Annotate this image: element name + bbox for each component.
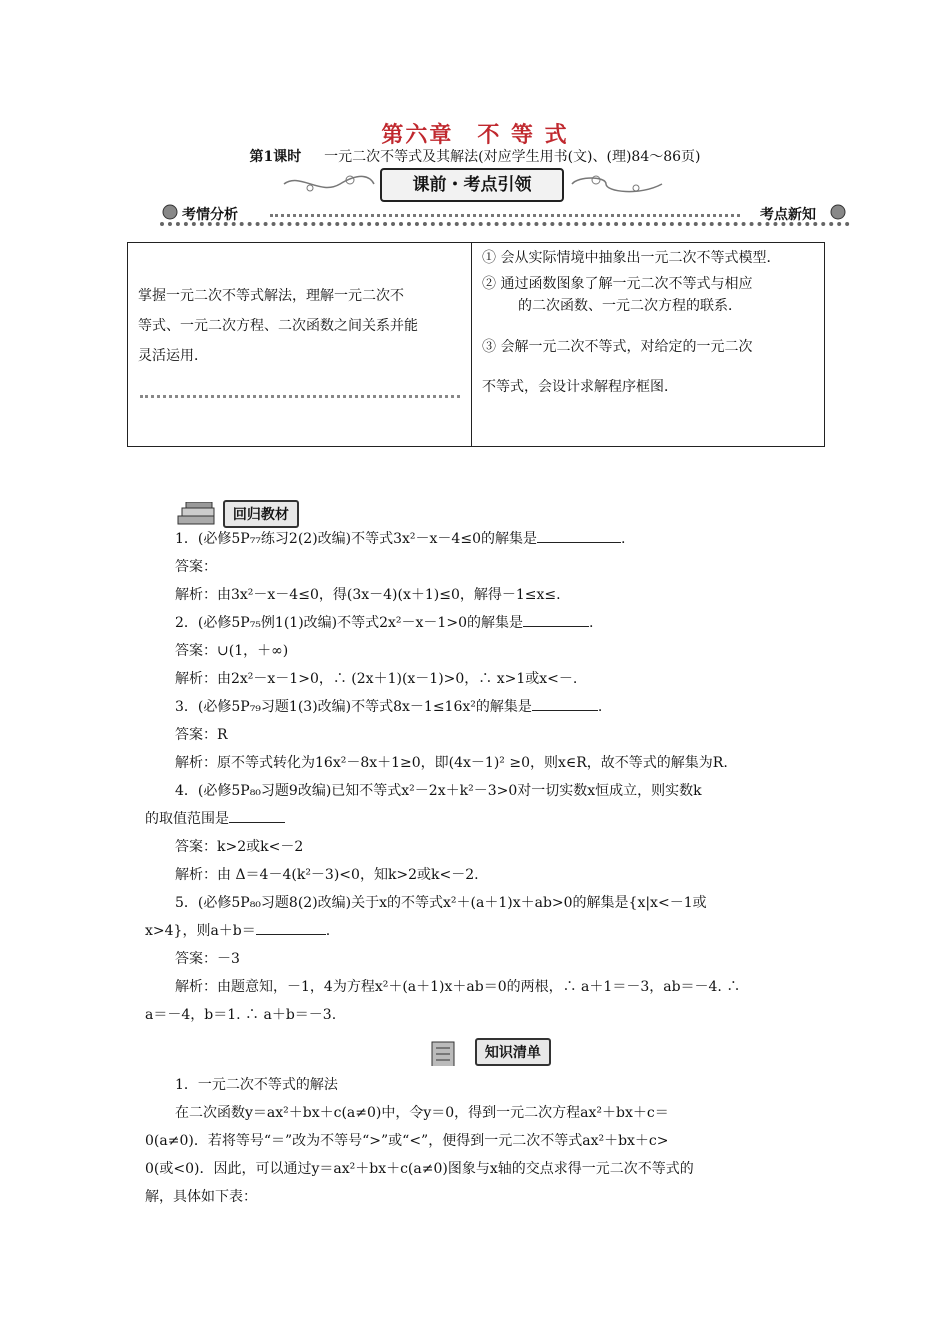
new-knowledge-cell	[482, 247, 818, 411]
answer-blank	[229, 808, 285, 823]
knowledge-paragraph: 在二次函数y＝ax²＋bx＋c(a≠0)中，令y＝0，得到一元二次方程ax²＋bx＋c＝	[175, 1105, 669, 1121]
analysis-cell	[138, 281, 464, 371]
solution-1: 解析：由3x²－x－4≤0，得(3x－4)(x＋1)≤0，解得－1≤x≤.	[175, 587, 561, 603]
table-divider	[471, 243, 472, 446]
question-5-cont: x>4}，则a＋b＝ .	[145, 920, 330, 940]
flourish-right-icon	[570, 170, 666, 198]
banner-title: 课前・考点引领	[380, 168, 564, 202]
question-1: 1．(必修5P₇₇练习2(2)改编)不等式3x²－x－4≤0的解集是 .	[175, 528, 625, 548]
notebook-icon	[428, 1040, 470, 1066]
answer-blank	[537, 528, 621, 543]
chapter-title: 第六章 不 等 式	[381, 123, 569, 148]
solution-5-cont: a＝－4，b＝1. ∴ a＋b＝－3.	[145, 1007, 337, 1023]
answer-4: 答案：k>2或k<－2	[175, 839, 304, 855]
question-5: 5．(必修5P₈₀习题8(2)改编)关于x的不等式x²＋(a＋1)x＋ab>0的解集是{x|x<－1或	[175, 895, 707, 911]
dotted-divider	[140, 395, 460, 398]
answer-5: 答案：－3	[175, 951, 240, 967]
section-review-header	[176, 500, 299, 528]
lesson-title	[0, 146, 950, 166]
tag-new-knowledge: 考点新知	[760, 207, 816, 223]
answer-3: 答案：R	[175, 727, 228, 743]
objective-item: ① 会从实际情境中抽象出一元二次不等式模型．	[482, 250, 781, 266]
solution-4: 解析：由 Δ＝4－4(k²－3)<0，知k>2或k<－2.	[175, 867, 479, 883]
analysis-line: 掌握一元二次不等式解法，理解一元二次不	[138, 288, 404, 304]
exercise-list	[145, 528, 810, 1028]
question-2: 2．(必修5P₇₅例1(1)改编)不等式2x²－x－1>0的解集是 .	[175, 612, 593, 632]
answer-2: 答案：∪(1，＋∞)	[175, 643, 289, 659]
section-knowledge-header	[428, 1038, 551, 1066]
tag-analysis: 考情分析	[182, 207, 238, 223]
books-icon	[176, 502, 218, 528]
knowledge-paragraph: 解，具体如下表：	[145, 1189, 257, 1205]
star-divider	[160, 222, 850, 236]
objectives-table	[127, 242, 825, 447]
answer-blank	[532, 696, 598, 711]
objective-item: ② 通过函数图象了解一元二次不等式与相应 的二次函数、一元二次方程的联系．	[482, 276, 753, 314]
bullet-left-icon	[162, 204, 178, 220]
question-4: 4．(必修5P₈₀习题9改编)已知不等式x²－2x＋k²－3>0对一切实数x恒成立，则实数k	[175, 783, 702, 799]
analysis-line: 灵活运用．	[138, 348, 208, 364]
analysis-line: 等式、一元二次方程、二次函数之间关系并能	[138, 318, 418, 334]
flourish-left-icon	[280, 170, 376, 198]
solution-2: 解析：由2x²－x－1>0，∴ (2x＋1)(x－1)>0，∴ x>1或x<－.	[175, 671, 578, 687]
banner	[160, 166, 790, 202]
objective-item: ③ 会解一元二次不等式，对给定的一元二次 不等式，会设计求解程序框图．	[482, 339, 753, 395]
knowledge-paragraph: 0(a≠0)．若将等号“＝”改为不等号“>”或“<”，便得到一元二次不等式ax²＋bx＋c>	[145, 1133, 669, 1149]
section-knowledge-label: 知识清单	[475, 1038, 551, 1066]
answer-1: 答案：	[175, 559, 217, 575]
section-review-label: 回归教材	[223, 500, 299, 528]
solution-3: 解析：原不等式转化为16x²－8x＋1≥0，即(4x－1)² ≥0，则x∈R，故不等式的解集为R.	[175, 755, 728, 771]
question-4-cont: 的取值范围是	[145, 808, 285, 828]
bullet-right-icon	[830, 204, 846, 220]
answer-blank	[256, 920, 326, 935]
knowledge-paragraph: 0(或<0)．因此，可以通过y＝ax²＋bx＋c(a≠0)图象与x轴的交点求得一元二次不等式的	[145, 1161, 694, 1177]
lesson-number: 第1课时	[249, 149, 302, 165]
knowledge-list	[145, 1074, 810, 1214]
answer-blank	[523, 612, 589, 627]
knowledge-heading: 1．一元二次不等式的解法	[175, 1077, 338, 1093]
solution-5: 解析：由题意知，－1，4为方程x²＋(a＋1)x＋ab＝0的两根，∴ a＋1＝－3，ab＝－4. ∴	[175, 979, 741, 995]
question-3: 3．(必修5P₇₉习题1(3)改编)不等式8x－1≤16x²的解集是 .	[175, 696, 602, 716]
divider	[270, 214, 740, 217]
lesson-subtitle: 一元二次不等式及其解法(对应学生用书(文)、(理)84～86页)	[324, 149, 701, 165]
